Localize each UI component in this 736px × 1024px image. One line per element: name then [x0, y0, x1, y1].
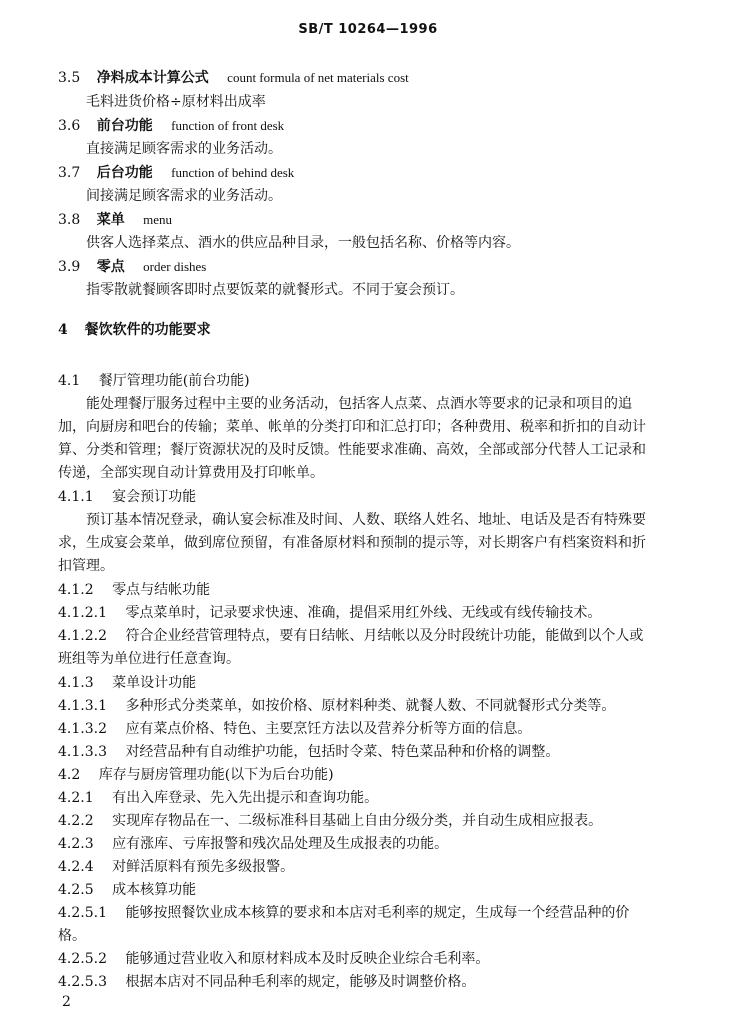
page-number: 2: [62, 994, 71, 1010]
section-title: 零点: [96, 259, 125, 275]
section-3-9: [58, 257, 206, 277]
section-4-2-4: [58, 857, 294, 877]
section-number: 4.1.3.1: [58, 698, 107, 714]
section-text: 应有菜点价格、特色、主要烹饪方法以及营养分析等方面的信息。: [125, 721, 532, 737]
section-number: 3.9: [58, 259, 81, 275]
paragraph-line: 算、分类和管理；餐厅资源状况的及时反馈。性能要求准确、高效，全部或部分代替人工记录和: [58, 442, 646, 458]
section-text: 多种形式分类菜单，如按价格、原材料种类、就餐人数、不同就餐形式分类等。: [125, 698, 616, 714]
section-4-2-5: [58, 880, 196, 900]
paragraph-line: 求，生成宴会菜单，做到席位预留，有准备原材料和预制的提示等，对长期客户有档案资料和折: [58, 535, 646, 551]
section-text: 符合企业经营管理特点，要有日结帐、月结帐以及分时段统计功能，能做到以个人或: [125, 628, 644, 644]
paragraph-line: 扣管理。: [58, 558, 114, 574]
section-number: 4.2.5.3: [58, 974, 107, 990]
section-4-1-2-2: [58, 626, 643, 646]
section-number: 4.1.3.3: [58, 744, 107, 760]
section-title: 后台功能: [96, 165, 153, 181]
section-4-1-3-2: [58, 719, 531, 739]
paragraph-line: 传递，全部实现自动计算费用及打印帐单。: [58, 465, 324, 481]
section-4-1-2: [58, 580, 210, 600]
section-english: order dishes: [143, 259, 207, 274]
paragraph-line: 指零散就餐顾客即时点要饭菜的就餐形式。不同于宴会预订。: [86, 282, 464, 298]
section-number: 4.1.3: [58, 675, 94, 691]
section-number: 4.2: [58, 767, 81, 783]
section-title: 前台功能: [96, 118, 153, 134]
section-3-7: [58, 163, 294, 183]
section-english: function of front desk: [171, 118, 285, 133]
section-number: 3.6: [58, 118, 81, 134]
section-3-5: [58, 68, 409, 88]
paragraph-line: 间接满足顾客需求的业务活动。: [86, 188, 282, 204]
section-title: 库存与厨房管理功能(以下为后台功能): [98, 767, 334, 783]
paragraph-line: 直接满足顾客需求的业务活动。: [86, 141, 282, 157]
section-4-2-5-1: [58, 903, 629, 923]
section-title: 餐厅管理功能(前台功能): [98, 373, 250, 389]
section-4-1-3-1: [58, 696, 615, 716]
section-4-1-3-3: [58, 742, 559, 762]
section-number: 4.1.1: [58, 489, 94, 505]
section-4-2-3: [58, 834, 448, 854]
paragraph-line: 班组等为单位进行任意查询。: [58, 651, 240, 667]
section-number: 4.2.5: [58, 882, 94, 898]
section-number: 4.2.5.1: [58, 905, 107, 921]
chapter-4-heading: [58, 320, 211, 340]
section-text: 零点菜单时，记录要求快速、准确，提倡采用红外线、无线或有线传输技术。: [125, 605, 602, 621]
section-4-2-5-2: [58, 949, 489, 969]
paragraph-line: 格。: [58, 928, 86, 944]
section-number: 4.1: [58, 373, 81, 389]
section-4-2-2: [58, 811, 602, 831]
section-4-2: [58, 765, 334, 785]
paragraph-line: 毛料进货价格÷原材料出成率: [86, 94, 266, 110]
section-text: 实现库存物品在一、二级标准科目基础上自由分级分类，并自动生成相应报表。: [112, 813, 603, 829]
section-4-1-3: [58, 673, 196, 693]
section-english: menu: [143, 212, 173, 227]
section-title: 净料成本计算公式: [96, 70, 209, 86]
page-header: SB/T 10264—1996: [298, 22, 438, 37]
section-3-8: [58, 210, 172, 230]
section-number: 4.2.1: [58, 790, 94, 806]
section-text: 根据本店对不同品种毛利率的规定，能够及时调整价格。: [125, 974, 476, 990]
section-number: 4.2.5.2: [58, 951, 107, 967]
section-number: 4.2.4: [58, 859, 94, 875]
section-text: 能够按照餐饮业成本核算的要求和本店对毛利率的规定，生成每一个经营品种的价: [125, 905, 630, 921]
section-title: 宴会预订功能: [112, 489, 197, 505]
section-number: 3.8: [58, 212, 81, 228]
section-number: 4.1.2.2: [58, 628, 107, 644]
section-english: count formula of net materials cost: [227, 70, 409, 85]
paragraph-line: 供客人选择菜点、酒水的供应品种目录，一般包括名称、价格等内容。: [86, 235, 520, 251]
section-4-1-2-1: [58, 603, 601, 623]
paragraph-line: 能处理餐厅服务过程中主要的业务活动，包括客人点菜、点酒水等要求的记录和项目的追: [86, 396, 632, 412]
section-number: 4.1.3.2: [58, 721, 107, 737]
section-title: 餐饮软件的功能要求: [84, 322, 211, 338]
section-3-6: [58, 116, 284, 136]
section-4-1: [58, 371, 250, 391]
section-number: 4: [58, 322, 68, 338]
paragraph-line: 预订基本情况登录，确认宴会标准及时间、人数、联络人姓名、地址、电话及是否有特殊要: [86, 512, 646, 528]
section-text: 对经营品种有自动维护功能，包括时令菜、特色菜品种和价格的调整。: [125, 744, 560, 760]
section-number: 3.5: [58, 70, 81, 86]
section-text: 有出入库登录、先入先出提示和查询功能。: [112, 790, 379, 806]
section-number: 4.1.2: [58, 582, 94, 598]
section-4-2-5-3: [58, 972, 475, 992]
section-4-1-1: [58, 487, 196, 507]
section-number: 3.7: [58, 165, 81, 181]
section-4-2-1: [58, 788, 378, 808]
section-text: 应有涨库、亏库报警和残次品处理及生成报表的功能。: [112, 836, 449, 852]
section-english: function of behind desk: [171, 165, 295, 180]
section-text: 对鲜活原料有预先多级报警。: [112, 859, 295, 875]
section-title: 零点与结帐功能: [112, 582, 211, 598]
section-title: 菜单设计功能: [112, 675, 197, 691]
section-number: 4.1.2.1: [58, 605, 107, 621]
section-title: 成本核算功能: [112, 882, 197, 898]
section-number: 4.2.2: [58, 813, 94, 829]
section-title: 菜单: [96, 212, 125, 228]
section-number: 4.2.3: [58, 836, 94, 852]
section-text: 能够通过营业收入和原材料成本及时反映企业综合毛利率。: [125, 951, 490, 967]
paragraph-line: 加，向厨房和吧台的传输；菜单、帐单的分类打印和汇总打印；各种费用、税率和折扣的自动计: [58, 419, 646, 435]
